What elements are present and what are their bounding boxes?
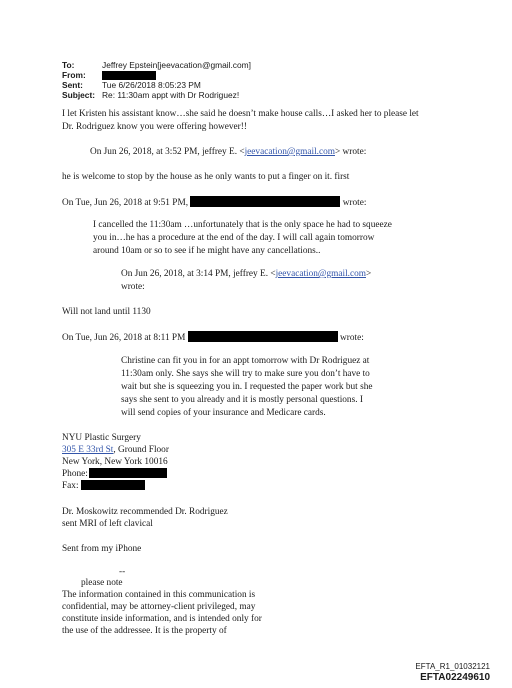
redaction-box	[188, 331, 338, 342]
quote-header	[90, 146, 366, 158]
email-link[interactable]: jeevacation@gmail.com	[275, 269, 366, 279]
quote-prefix: On Jun 26, 2018, at 3:14 PM, jeffrey E. <	[121, 269, 276, 279]
signature-phone	[62, 468, 167, 480]
body-line: says she sent to you already and it is mostly personal questions. I	[121, 395, 363, 405]
body-line: 11:30am only. She says she will try to make sure you don’t have to	[121, 369, 370, 379]
body-line: Dr. Rodriguez know you were offering however!!	[62, 122, 247, 132]
disclaimer-line: The information contained in this communication is	[62, 590, 256, 600]
quote-suffix: wrote:	[342, 198, 367, 208]
quote-suffix: >	[365, 269, 372, 279]
signature-fax	[62, 480, 145, 492]
sent-value: Tue 6/26/2018 8:05:23 PM	[102, 80, 201, 90]
signature-dashes: --	[119, 567, 126, 577]
header-from-row	[62, 70, 156, 80]
quote-header	[121, 268, 371, 280]
disclaimer-line: constitute inside information, and is intended only for	[62, 614, 262, 624]
subject-value: Re: 11:30am appt with Dr Rodriguez!	[102, 90, 240, 100]
disclaimer-line: the use of the addressee. It is the property of	[62, 626, 227, 636]
header-subject-row	[62, 90, 239, 100]
fax-label: Fax:	[62, 481, 79, 491]
redaction-box	[190, 196, 340, 207]
sent-from: Sent from my iPhone	[62, 544, 142, 554]
quote-header	[62, 331, 364, 344]
body-line: Will not land until 1130	[62, 307, 151, 317]
from-label: From:	[62, 70, 86, 80]
redaction-box	[89, 468, 167, 478]
quote-suffix: wrote:	[340, 333, 364, 343]
body-line: wait but she is squeezing you in. I requested the paper work but she	[121, 382, 373, 392]
body-line: will send copies of your insurance and Medicare cards.	[121, 408, 326, 418]
signature-name: NYU Plastic Surgery	[62, 433, 141, 443]
body-line: I cancelled the 11:30am …unfortunately that is the only space he had to squeeze	[93, 220, 392, 230]
footer-ref-secondary: EFTA02249610	[420, 672, 490, 683]
signature-city: New York, New York 10016	[62, 457, 168, 467]
body-line: he is welcome to stop by the house as he only wants to put a finger on it. first	[62, 172, 350, 182]
body-line: I let Kristen his assistant know…she said he doesn’t make house calls…I asked her to please let	[62, 109, 419, 119]
email-link[interactable]: jeevacation@gmail.com	[244, 147, 335, 157]
body-line: Christine can fit you in for an appt tomorrow with Dr Rodriguez at	[121, 356, 370, 366]
to-label: To:	[62, 60, 75, 70]
quote-suffix: > wrote:	[334, 147, 367, 157]
phone-label: Phone:	[62, 469, 88, 479]
body-line: around 10am or so to see if he might have any cancellations..	[93, 246, 321, 256]
quote-header	[62, 196, 366, 209]
body-line: Dr. Moskowitz recommended Dr. Rodriguez	[62, 507, 228, 517]
footer-ref-primary: EFTA_R1_01032121	[415, 662, 490, 671]
disclaimer-line: confidential, may be attorney-client privileged, may	[62, 602, 256, 612]
quote-prefix: On Tue, Jun 26, 2018 at 8:11 PM	[62, 333, 186, 343]
quote-prefix: On Tue, Jun 26, 2018 at 9:51 PM,	[62, 198, 189, 208]
sent-label: Sent:	[62, 80, 83, 90]
redaction-box	[102, 71, 156, 80]
header-sent-row	[62, 80, 201, 90]
signature-address	[62, 444, 169, 456]
header-to-row	[62, 60, 251, 70]
address-link[interactable]: 305 E 33rd St	[62, 445, 114, 455]
quote-prefix: On Jun 26, 2018, at 3:52 PM, jeffrey E. <	[90, 147, 245, 157]
to-value: Jeffrey Epstein[jeevacation@gmail.com]	[102, 60, 251, 70]
redaction-box	[81, 480, 145, 490]
subject-label: Subject:	[62, 90, 96, 100]
please-note: please note	[81, 578, 123, 588]
body-line: you in…he has a procedure at the end of the day. I will call again tomorrow	[93, 233, 375, 243]
body-line: sent MRI of left clavical	[62, 519, 153, 529]
address-rest: , Ground Floor	[113, 445, 169, 455]
quote-wrote: wrote:	[121, 282, 145, 292]
